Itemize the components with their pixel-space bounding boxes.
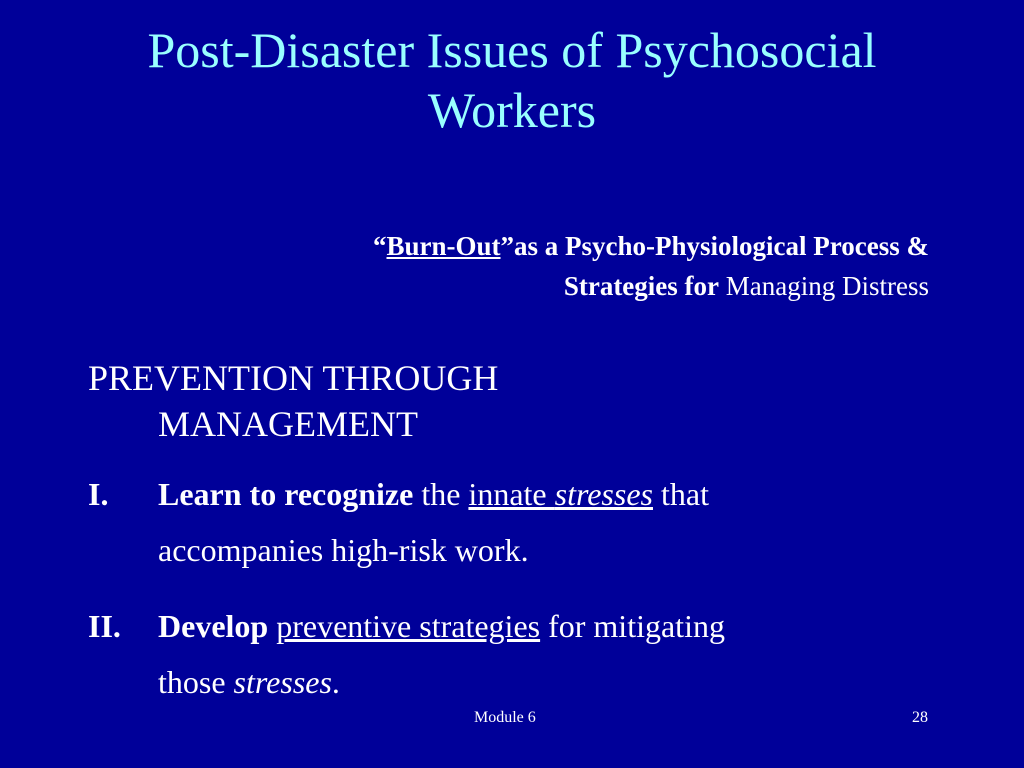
prevention-line-2: MANAGEMENT	[158, 404, 418, 444]
footer-page-number: 28	[912, 709, 928, 726]
subtitle-rest: ”as a Psycho-Physiological Process &	[500, 231, 929, 261]
develop: Develop	[158, 608, 269, 644]
stresses-word: stresses	[233, 664, 332, 700]
list-item-body	[158, 598, 948, 710]
list-item-2-line-2	[158, 654, 948, 710]
stresses-word: stresses	[554, 476, 653, 512]
item2-space	[268, 608, 276, 644]
slide-subtitle	[140, 226, 929, 306]
item2-text-mitigating: for mitigating	[540, 608, 725, 644]
innate-word: innate	[468, 476, 555, 512]
title-line-2: Workers	[427, 82, 597, 138]
title-line-1: Post-Disaster Issues of Psychosocial	[147, 22, 877, 78]
subtitle-line-2	[140, 266, 929, 306]
list-item-1-line-1	[158, 466, 948, 522]
those-word: those	[158, 664, 234, 700]
subtitle-burn-out: Burn-Out	[386, 231, 501, 261]
prevention-heading	[88, 355, 688, 447]
list-item-body	[158, 466, 948, 578]
preventive-strategies: preventive strategies	[276, 608, 541, 644]
subtitle-strategies-for: Strategies for	[563, 271, 720, 301]
subtitle-managing-distress: Managing Distress	[719, 271, 929, 301]
item1-text-that: that	[652, 476, 709, 512]
slide-title	[40, 20, 984, 140]
list-item-2	[88, 598, 948, 710]
prevention-line-1: PREVENTION THROUGH	[88, 358, 499, 398]
learn-to-recognize: Learn to recognize	[158, 476, 414, 512]
subtitle-quote-open: “	[373, 231, 387, 261]
list-item-1	[88, 466, 948, 578]
list-item-number: I.	[88, 476, 109, 512]
footer-module: Module 6	[474, 709, 536, 726]
item1-text-the: the	[413, 476, 469, 512]
period: .	[331, 664, 340, 700]
innate-stresses	[468, 476, 653, 512]
list-item-1-line-2: accompanies high-risk work.	[158, 532, 529, 568]
subtitle-line-1	[140, 226, 929, 266]
list-item-number: II.	[88, 608, 121, 644]
list-item-2-line-1	[158, 598, 948, 654]
